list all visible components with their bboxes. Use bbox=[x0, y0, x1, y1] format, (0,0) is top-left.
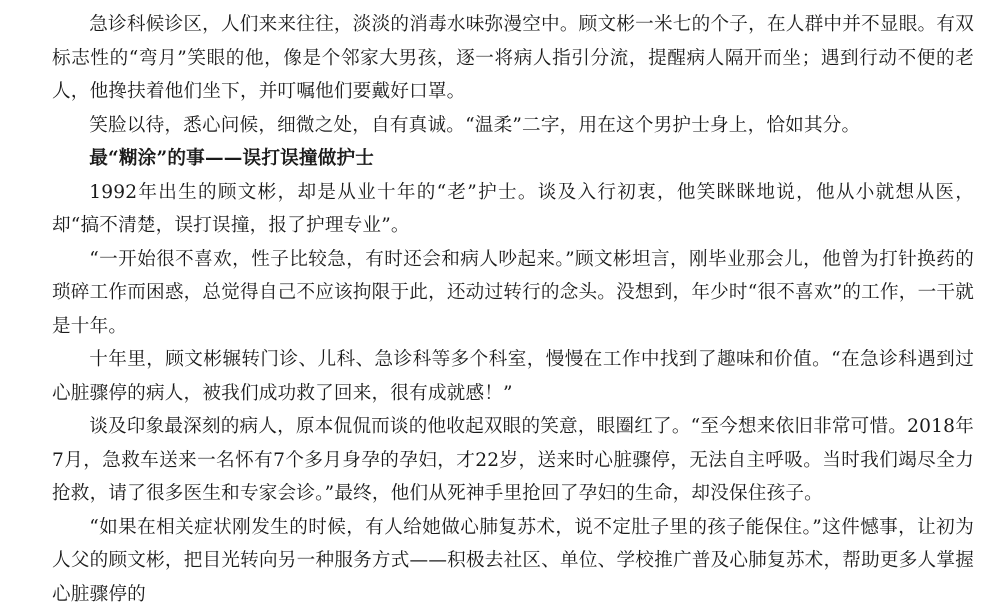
paragraph: 谈及印象最深刻的病人，原本侃侃而谈的他收起双眼的笑意，眼圈红了。“至今想来依旧非常可惜。2018年7月，急救车送来一名怀有7个多月身孕的孕妇，才22岁，送来时心脏骤停，无法自主呼吸。当时我们竭尽全力抢救，请了很多医生和专家会诊。”最终，他们从死神手里抢回了孕妇的生命，却没保住孩子。 bbox=[52, 410, 974, 511]
paragraph: 笑脸以待，悉心问候，细微之处，自有真诚。“温柔”二字，用在这个男护士身上，恰如其分。 bbox=[52, 109, 974, 143]
section-heading: 最“糊涂”的事——误打误撞做护士 bbox=[52, 142, 974, 176]
paragraph: 急诊科候诊区，人们来来往往，淡淡的消毒水味弥漫空中。顾文彬一米七的个子，在人群中并不显眼。有双标志性的“弯月”笑眼的他，像是个邻家大男孩，逐一将病人指引分流，提醒病人隔开而坐；遇到行动不便的老人，他搀扶着他们坐下，并叮嘱他们要戴好口罩。 bbox=[52, 8, 974, 109]
paragraph: “如果在相关症状刚发生的时候，有人给她做心肺复苏术，说不定肚子里的孩子能保住。”这件憾事，让初为人父的顾文彬，把目光转向另一种服务方式——积极去社区、单位、学校推广普及心肺复苏术，帮助更多人掌握心脏骤停的 bbox=[52, 511, 974, 611]
paragraph: 1992年出生的顾文彬，却是从业十年的“老”护士。谈及入行初衷，他笑眯眯地说，他从小就想从医，却“搞不清楚，误打误撞，报了护理专业”。 bbox=[52, 176, 974, 243]
paragraph: “一开始很不喜欢，性子比较急，有时还会和病人吵起来。”顾文彬坦言，刚毕业那会儿，他曾为打针换药的琐碎工作而困惑，总觉得自己不应该拘限于此，还动过转行的念头。没想到，年少时“很不喜欢”的工作，一干就是十年。 bbox=[52, 243, 974, 344]
paragraph: 十年里，顾文彬辗转门诊、儿科、急诊科等多个科室，慢慢在工作中找到了趣味和价值。“在急诊科遇到过心脏骤停的病人，被我们成功救了回来，很有成就感！” bbox=[52, 343, 974, 410]
